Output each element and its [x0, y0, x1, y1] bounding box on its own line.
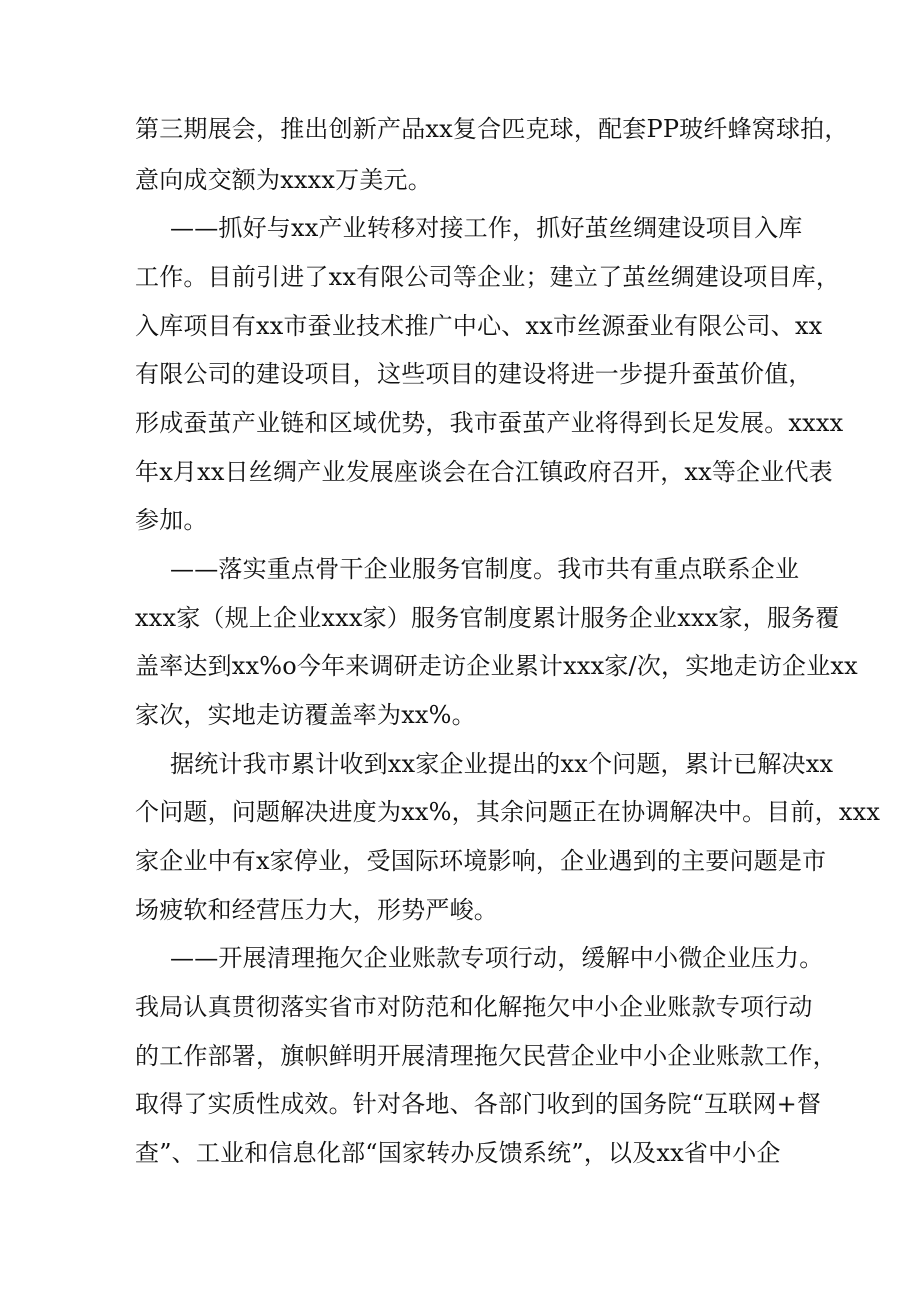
text-line: ——抓好与xx产业转移对接工作，抓好茧丝绸建设项目入库 [170, 214, 803, 242]
text-line: 据统计我市累计收到xx家企业提出的xx个问题，累计已解决xx [170, 750, 834, 778]
text-line: 家企业中有x家停业，受国际环境影响，企业遇到的主要问题是市 [135, 847, 827, 875]
text-line: 第三期展会，推出创新产品xx复合匹克球，配套PP玻纤蜂窝球拍， [135, 115, 849, 143]
text-line: 入库项目有xx市蚕业技术推广中心、xx市丝源蚕业有限公司、xx [135, 312, 823, 340]
text-line: 盖率达到xx%o今年来调研走访企业累计xxx家/次，实地走访企业xx [135, 652, 858, 680]
text-line: xxx家（规上企业xxx家）服务官制度累计服务企业xxx家，服务覆 [135, 604, 840, 632]
text-line: 取得了实质性成效。针对各地、各部门收到的国务院“互联网+督 [135, 1090, 822, 1118]
text-line: 查”、工业和信息化部“国家转办反馈系统”，以及xx省中小企 [135, 1139, 781, 1167]
text-line: 个问题，问题解决进度为xx%，其余问题正在协调解决中。目前，xxx [135, 798, 881, 826]
text-line: 的工作部署，旗帜鲜明开展清理拖欠民营企业中小企业账款工作， [135, 1042, 837, 1070]
text-line: 形成蚕茧产业链和区域优势，我市蚕茧产业将得到长足发展。xxxx [135, 409, 844, 437]
text-line: 意向成交额为xxxx万美元。 [135, 166, 432, 194]
text-line: 参加。 [135, 506, 208, 534]
text-line: ——落实重点骨干企业服务官制度。我市共有重点联系企业 [170, 555, 800, 583]
text-line: 年x月xx日丝绸产业发展座谈会在合江镇政府召开，xx等企业代表 [135, 458, 833, 486]
text-line: 场疲软和经营压力大，形势严峻。 [135, 896, 498, 924]
text-line: 有限公司的建设项目，这些项目的建设将进一步提升蚕茧价值， [135, 360, 813, 388]
text-line: 工作。目前引进了xx有限公司等企业；建立了茧丝绸建设项目库， [135, 263, 841, 291]
text-line: 家次，实地走访覆盖率为xx%。 [135, 701, 476, 729]
text-line: 我局认真贯彻落实省市对防范和化解拖欠中小企业账款专项行动 [135, 993, 813, 1021]
text-line: ——开展清理拖欠企业账款专项行动，缓解中小微企业压力。 [170, 944, 824, 972]
